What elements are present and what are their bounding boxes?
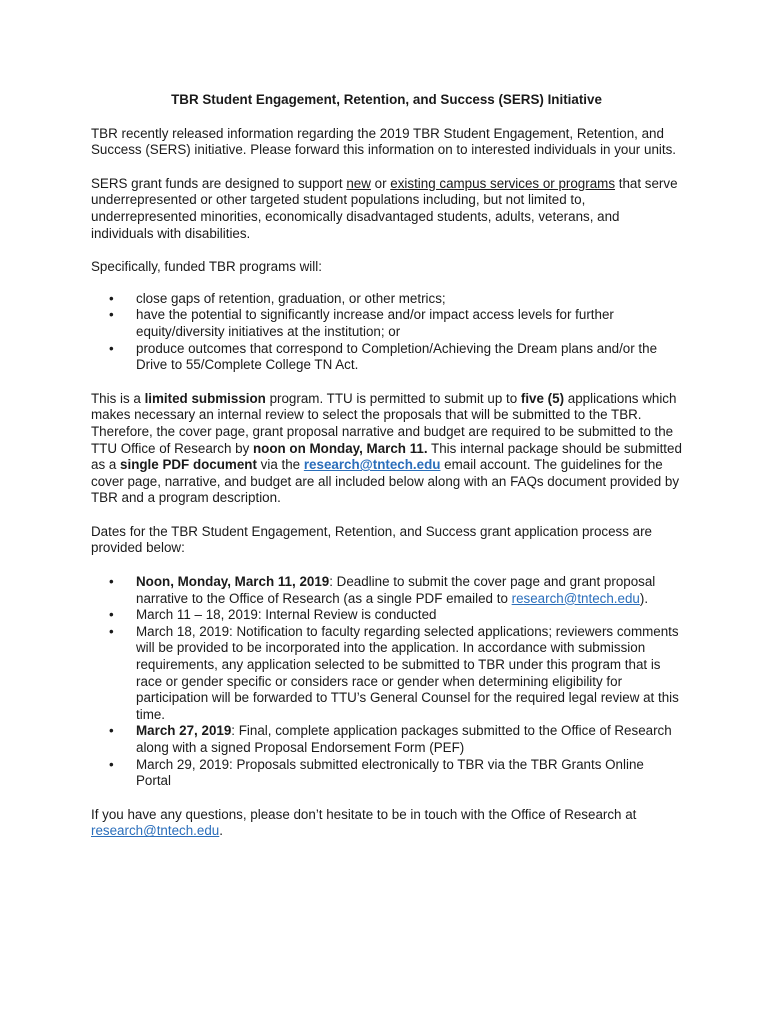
research-email-link[interactable]: research@tntech.edu (303, 457, 441, 473)
date-bold: Noon, Monday, March 11, 2019 (136, 574, 330, 590)
date-text: ). (639, 590, 649, 606)
list-item: • March 29, 2019: Proposals submitted electronically to TBR via the TBR Grants Online Portal (136, 757, 682, 790)
funding-text-end: that serve underrepresented or other targeted student populations including, but not limited to, underrepresented minorities, economically disadvantaged students, adults, veterans, and individuals with disabilities. (91, 175, 678, 241)
five-bold: five (5) (520, 390, 565, 406)
submission-text: applications which makes necessary an internal review to select the proposals that will be submitted to the TBR. Therefore, the cover page, grant proposal narrative and budget are required to be submitted to the TTU Office of Research by (91, 390, 677, 456)
list-item: • produce outcomes that correspond to Completion/Achieving the Dream plans and/or the Drive to 55/Complete College TN Act. (136, 341, 682, 374)
new-underlined: new (346, 175, 371, 191)
funding-text-start: SERS grant funds are designed to support (91, 175, 347, 191)
list-item: • close gaps of retention, graduation, or other metrics; (136, 291, 682, 308)
closing-text: . (219, 823, 223, 839)
specifically-paragraph: Specifically, funded TBR programs will: (91, 259, 322, 275)
date-text: : Deadline to submit the cover page and grant proposal narrative to the Office of Research (as a single PDF emailed to (136, 574, 656, 606)
existing-underlined: existing campus services or programs (390, 175, 616, 191)
intro-paragraph: TBR recently released information regarding the 2019 TBR Student Engagement, Retention, and Success (SERS) initiative. Please forward this information on to interested individuals in your units. (91, 125, 676, 158)
research-email-link[interactable]: research@tntech.edu (91, 823, 220, 839)
list-item (136, 574, 682, 607)
program-goals-list (91, 291, 682, 374)
submission-text: This internal package should be submitted as a (91, 440, 682, 473)
submission-text: email account. The guidelines for the cover page, narrative, and budget are all included below along with an FAQs document provided by TBR and a program description. (91, 457, 680, 506)
research-email-link[interactable]: research@tntech.edu (511, 590, 640, 606)
submission-paragraph (91, 391, 682, 507)
closing-paragraph (91, 807, 682, 840)
submission-text: This is a (91, 390, 145, 406)
deadline-bold: noon on Monday, March 11. (252, 440, 428, 456)
document-title: TBR Student Engagement, Retention, and Success (SERS) Initiative (171, 92, 602, 107)
submission-text: program. TTU is permitted to submit up to (265, 390, 521, 406)
date-text: : Final, complete application packages submitted to the Office of Research along with a signed Proposal Endorsement Form (PEF) (136, 723, 672, 755)
dates-intro-paragraph: Dates for the TBR Student Engagement, Retention, and Success grant application process are provided below: (91, 523, 653, 556)
limited-submission-bold: limited submission (144, 390, 266, 406)
list-item: • March 18, 2019: Notification to faculty regarding selected applications; reviewers comments will be provided to be incorporated into the application. In accordance with submission requirements, any application selected to be submitted to TBR under this program that is race or gender specific or considers race or gender when determining eligibility for participation will be forwarded to TTU’s General Counsel for the required legal review at this time. (136, 624, 682, 724)
single-pdf-bold: single PDF document (120, 457, 257, 473)
list-item: • March 11 – 18, 2019: Internal Review is conducted (136, 607, 682, 624)
submission-text: via the (256, 457, 304, 473)
closing-text: If you have any questions, please don’t hesitate to be in touch with the Office of Research at (91, 806, 637, 822)
funding-or: or (370, 175, 391, 191)
list-item: • have the potential to significantly increase and/or impact access levels for further equity/diversity initiatives at the institution; or (136, 307, 682, 340)
dates-list (91, 574, 682, 790)
list-item (136, 723, 682, 756)
funding-paragraph (91, 176, 682, 242)
date-bold: March 27, 2019 (136, 723, 232, 739)
